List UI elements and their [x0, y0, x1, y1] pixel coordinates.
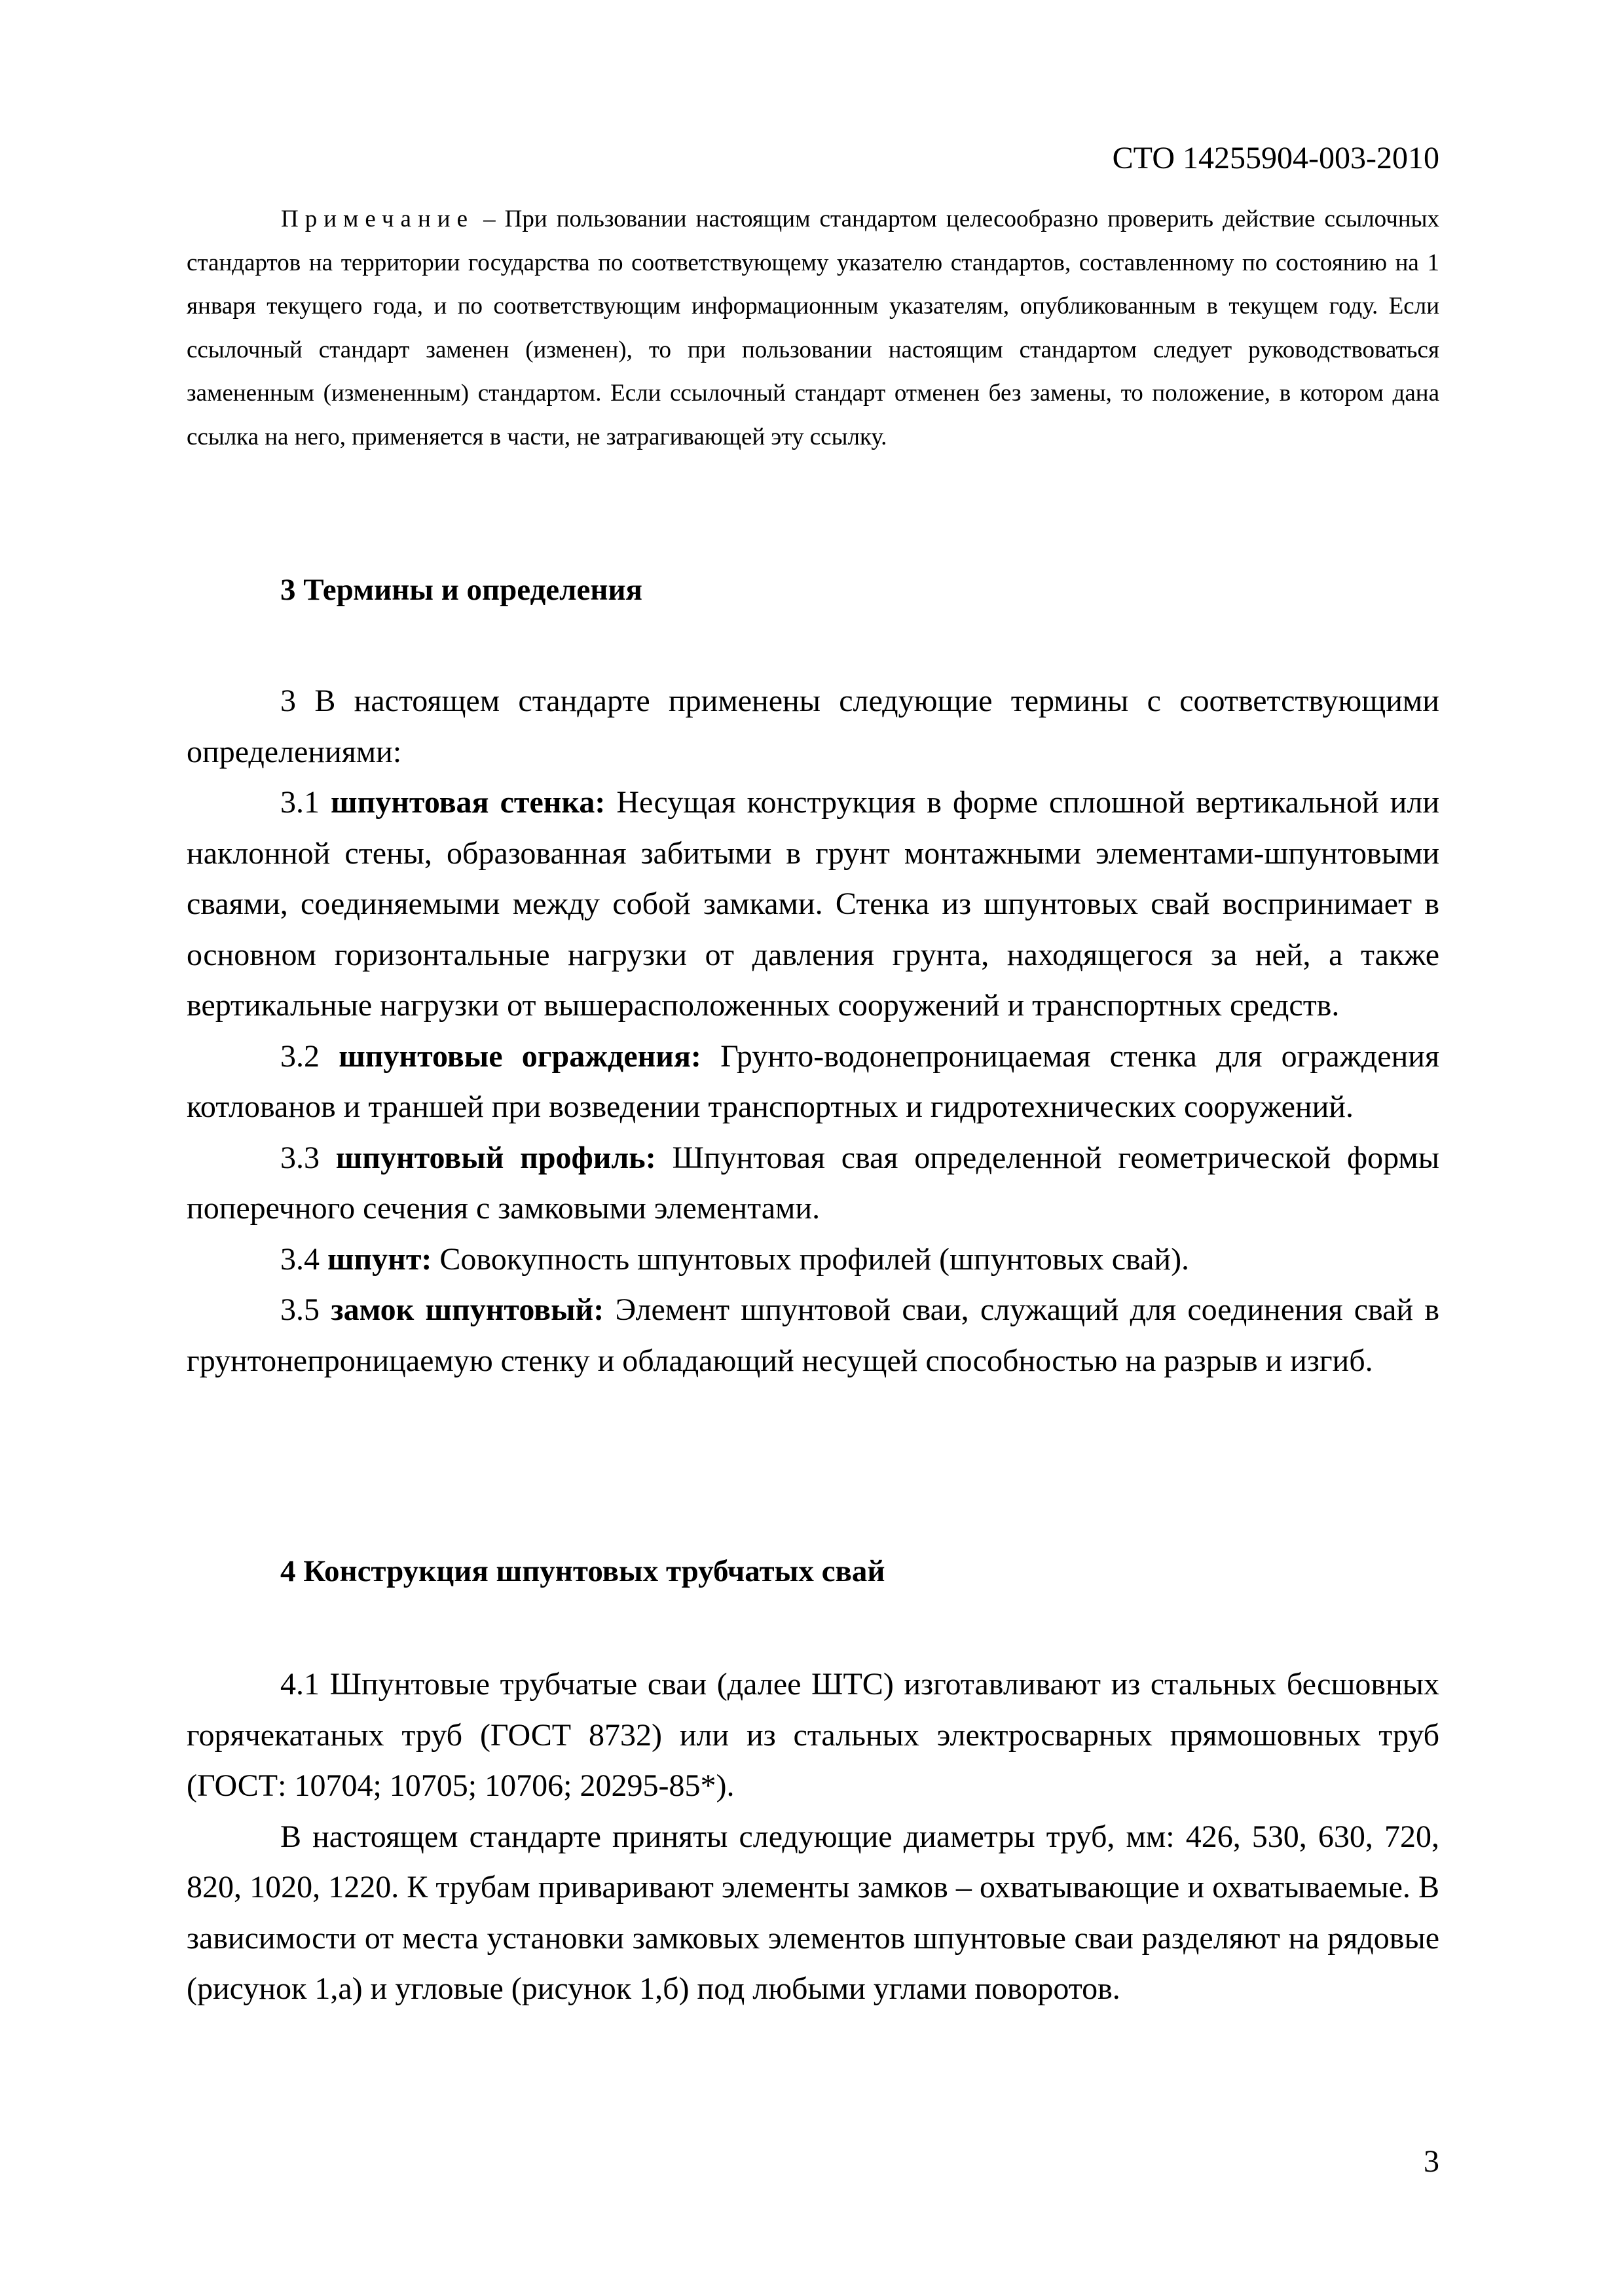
section-3-heading: 3 Термины и определения [280, 573, 642, 607]
term-definition: Несущая конструкция в форме сплошной вертикальной или наклонной стены, образованная забитыми в грунт монтажными элементами-шпунтовыми сваями, соединяемыми между собой замками. Стенка из шпунтовых свай воспринимает в основном горизонтальные нагрузки от давления грунта, находящегося за ней, а также вертикальные нагрузки от вышерасположенных сооружений и транспортных средств. [187, 785, 1439, 1023]
term-number: 3.4 [280, 1241, 327, 1277]
term-3-2 [187, 1031, 1439, 1133]
term-name: шпунт: [327, 1241, 432, 1277]
term-definition: Шпунтовая свая определенной геометрической формы поперечного сечения с замковыми элементами. [187, 1140, 1440, 1226]
note-text: – При пользовании настоящим стандартом целесообразно проверить действие ссылочных стандартов на территории государства по соответствующему указателю стандартов, составленному по состоянию на 1 января текущего года, и по соответствующим информационным указателям, опубликованным в текущем году. Если ссылочный стандарт заменен (изменен), то при пользовании настоящим стандартом следует руководствоваться замененным (измененным) стандартом. Если ссылочный стандарт отменен без замены, то положение, в котором дана ссылка на него, применяется в части, не затрагивающей эту ссылку. [187, 206, 1439, 450]
term-number: 3.2 [280, 1038, 339, 1074]
term-name: шпунтовый профиль: [335, 1140, 656, 1175]
term-number: 3.1 [280, 785, 331, 820]
term-3-4 [187, 1234, 1439, 1285]
term-name: шпунтовые ограждения: [339, 1038, 701, 1074]
term-definition: Грунто-водонепроницаемая стенка для ограждения котлованов и траншей при возведении транспортных и гидротехнических сооружений. [187, 1038, 1440, 1124]
term-definition: Элемент шпунтовой сваи, служащий для соединения свай в грунтонепроницаемую стенку и обладающий несущей способностью на разрыв и изгиб. [187, 1292, 1440, 1378]
note-label: Примечание [281, 206, 474, 232]
paragraph-4-1: 4.1 Шпунтовые трубчатые сваи (далее ШТС) изготавливают из стальных бесшовных горячекатаных труб (ГОСТ 8732) или из стальных электросварных прямошовных труб (ГОСТ: 10704; 10705; 10706; 20295-85*). [187, 1667, 1439, 1803]
term-name: замок шпунтовый: [331, 1292, 604, 1327]
terms-intro: 3 В настоящем стандарте применены следующие термины с соответствующими определениями: [187, 683, 1439, 769]
note-paragraph [187, 198, 1439, 459]
term-definition: Совокупность шпунтовых профилей (шпунтовых свай). [432, 1241, 1190, 1277]
term-3-3 [187, 1133, 1439, 1234]
term-3-1 [187, 777, 1439, 1031]
term-name: шпунтовая стенка: [331, 785, 606, 820]
terms-block [187, 676, 1439, 1386]
paragraph-pipe-diameters: В настоящем стандарте приняты следующие диаметры труб, мм: 426, 530, 630, 720, 820, 1020, 1220. К трубам приваривают элементы замков – охватывающие и охватываемые. В зависимости от места установки замковых элементов шпунтовые сваи разделяют на рядовые (рисунок 1,а) и угловые (рисунок 1,б) под любыми углами поворотов. [187, 1819, 1439, 2006]
document-code: СТО 14255904-003-2010 [1112, 141, 1439, 175]
term-3-5 [187, 1285, 1439, 1386]
term-number: 3.3 [280, 1140, 336, 1175]
construction-block [187, 1659, 1439, 2014]
page-number: 3 [1424, 2144, 1439, 2179]
section-4-heading: 4 Конструкция шпунтовых трубчатых свай [280, 1554, 885, 1588]
term-number: 3.5 [280, 1292, 331, 1327]
